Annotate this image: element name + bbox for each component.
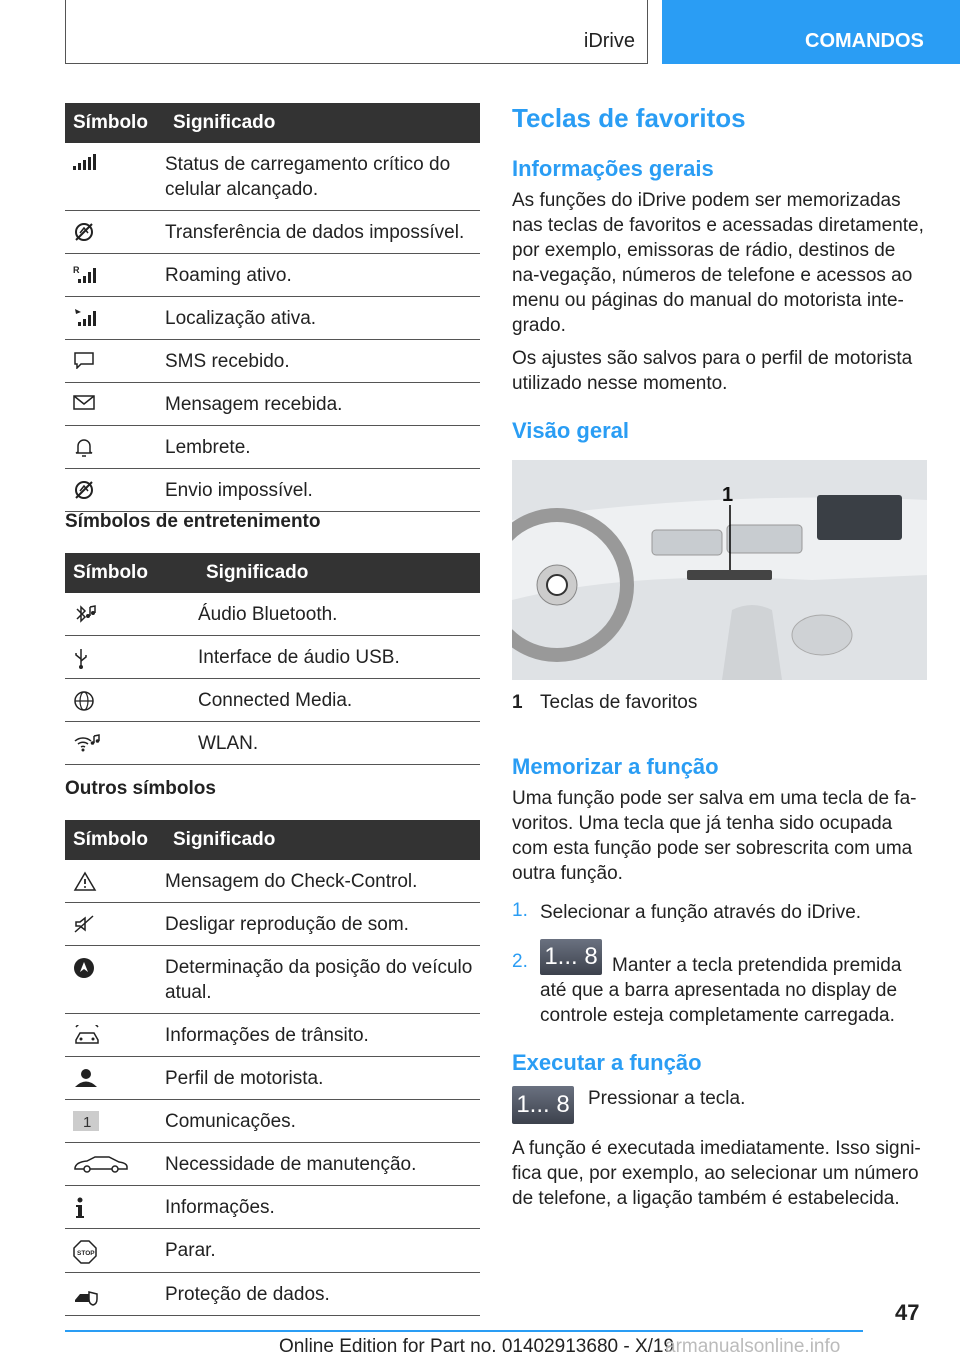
header-chapter-label: COMANDOS <box>805 30 924 52</box>
table-cell-meaning: Perfil de motorista. <box>165 1057 480 1100</box>
meaning-column-header: Significado <box>165 103 480 143</box>
table-cell-meaning: Lembrete. <box>165 426 480 469</box>
send-impossible-icon <box>73 480 95 500</box>
entertainment-symbols-table <box>65 553 480 765</box>
table-row <box>65 903 480 946</box>
table-cell-meaning: Parar. <box>165 1229 480 1273</box>
service-car-icon <box>73 1154 129 1174</box>
info-icon <box>73 1197 87 1219</box>
table-row <box>65 722 480 765</box>
footer-edition: Online Edition for Part no. 01402913680 - X/19 <box>279 1336 675 1357</box>
favorites-title: Teclas de favoritos <box>512 103 746 133</box>
memorize-heading: Memorizar a função <box>512 754 719 779</box>
driver-profile-icon <box>73 1068 99 1088</box>
table-row <box>65 946 480 1014</box>
header-chapter-tab <box>662 0 960 64</box>
table-row <box>65 860 480 903</box>
traffic-info-icon <box>73 1025 101 1045</box>
general-info-paragraph: As funções do iDrive podem ser memorizadas nas teclas de favoritos e acessadas diretamente, por exemplo, emissoras de rádio, destinos de na-vegação, números de telefone e acessos ao menu ou páginas do manual do motorista inte-grado. <box>512 190 924 336</box>
mute-icon <box>73 914 95 934</box>
table-cell-meaning: Status de carregamento crítico do celular alcançado. <box>165 143 480 211</box>
cockpit-illustration <box>512 460 927 680</box>
signal-critical-icon <box>73 154 99 170</box>
table-row <box>65 469 480 512</box>
table-row <box>65 426 480 469</box>
table-cell-meaning: Roaming ativo. <box>165 254 480 297</box>
svg-text:STOP: STOP <box>77 1250 95 1257</box>
table-cell-meaning: Localização ativa. <box>165 297 480 340</box>
table-cell-meaning: Áudio Bluetooth. <box>198 593 480 636</box>
header-section-label: iDrive <box>583 30 635 52</box>
table-row <box>65 593 480 636</box>
location-active-icon <box>73 308 99 326</box>
general-info-heading: Informações gerais <box>512 156 714 181</box>
table-cell-meaning: Connected Media. <box>198 679 480 722</box>
profile-paragraph: Os ajustes são salvos para o perfil de motorista utilizado nesse momento. <box>512 348 913 394</box>
table-cell-meaning: Mensagem do Check-Control. <box>165 860 480 903</box>
table-row <box>65 1100 480 1143</box>
table-cell-meaning: Necessidade de manutenção. <box>165 1143 480 1186</box>
data-transfer-impossible-icon <box>73 222 95 242</box>
step-number: 1. <box>512 900 528 921</box>
image-callout-number: 1 <box>722 484 734 506</box>
symbol-column-header: Símbolo <box>65 103 165 143</box>
table-row <box>65 254 480 297</box>
favorites-section <box>512 103 927 1211</box>
table-row <box>65 1273 480 1316</box>
table-cell-meaning: WLAN. <box>198 722 480 765</box>
table-row <box>65 636 480 679</box>
meaning-column-header: Significado <box>165 820 480 860</box>
other-symbols-table <box>65 820 480 1316</box>
warning-triangle-icon <box>73 871 97 891</box>
execute-heading: Executar a função <box>512 1050 702 1075</box>
legend-number: 1 <box>512 692 523 713</box>
table-cell-meaning: Mensagem recebida. <box>165 383 480 426</box>
table-header-row <box>65 820 480 860</box>
legend-text: Teclas de favoritos <box>540 692 698 713</box>
table-row <box>65 340 480 383</box>
table-cell-meaning: Determinação da posição do veículo atual. <box>165 946 480 1014</box>
table-row <box>65 211 480 254</box>
page-number: 47 <box>895 1300 920 1325</box>
execute-row <box>512 1086 927 1124</box>
bluetooth-audio-icon <box>73 604 99 624</box>
usb-icon <box>73 647 89 669</box>
footer-divider <box>65 1330 863 1332</box>
table-row <box>65 1057 480 1100</box>
entertainment-symbols-heading: Símbolos de entretenimento <box>65 511 321 532</box>
communications-icon <box>73 1111 99 1131</box>
step-number: 2. <box>512 951 528 972</box>
step-1 <box>512 900 927 925</box>
table-cell-meaning: Transferência de dados impossível. <box>165 211 480 254</box>
step-text: Selecionar a função através do iDrive. <box>540 902 862 923</box>
envelope-icon <box>73 394 95 410</box>
table-row <box>65 297 480 340</box>
overview-heading: Visão geral <box>512 418 629 443</box>
image-legend <box>512 692 927 714</box>
cockpit-image <box>512 460 927 680</box>
header-section-box <box>65 0 648 64</box>
table-header-row <box>65 553 480 593</box>
bell-icon <box>73 437 95 457</box>
watermark-text: armanualsonline.info <box>665 1336 841 1357</box>
wlan-icon <box>73 733 101 753</box>
stop-icon <box>73 1240 97 1264</box>
other-symbols-heading: Outros símbolos <box>65 778 216 799</box>
connected-media-icon <box>73 690 95 712</box>
table-row <box>65 679 480 722</box>
step-2 <box>512 939 927 1028</box>
roaming-icon <box>73 265 99 283</box>
table-row <box>65 143 480 211</box>
table-header-row <box>65 103 480 143</box>
symbol-column-header: Símbolo <box>65 553 198 593</box>
status-symbols-table <box>65 103 480 512</box>
table-cell-meaning: Envio impossível. <box>165 469 480 512</box>
vehicle-position-icon <box>73 957 95 979</box>
favorite-key-button-image: 1... 8 <box>512 1086 574 1124</box>
sms-icon <box>73 351 95 369</box>
execute-instruction: Pressionar a tecla. <box>588 1088 746 1109</box>
table-row <box>65 1014 480 1057</box>
data-protection-icon <box>73 1284 99 1306</box>
table-row <box>65 1229 480 1273</box>
table-row <box>65 1143 480 1186</box>
symbol-column-header: Símbolo <box>65 820 165 860</box>
execute-paragraph: A função é executada imediatamente. Isso signi-fica que, por exemplo, ao selecionar um número de telefone, a ligação também é estabelecida. <box>512 1138 921 1209</box>
table-cell-meaning: SMS recebido. <box>165 340 480 383</box>
favorite-key-button-image: 1... 8 <box>540 939 602 975</box>
table-cell-meaning: Informações de trânsito. <box>165 1014 480 1057</box>
table-cell-meaning: Comunicações. <box>165 1100 480 1143</box>
svg-text:1: 1 <box>83 1114 92 1131</box>
table-cell-meaning: Informações. <box>165 1186 480 1229</box>
step-text: Manter a tecla pretendida premida até que a barra apresentada no display de controle esteja completamente carregada. <box>540 955 902 1026</box>
table-row <box>65 1186 480 1229</box>
table-cell-meaning: Interface de áudio USB. <box>198 636 480 679</box>
table-cell-meaning: Desligar reprodução de som. <box>165 903 480 946</box>
table-row <box>65 383 480 426</box>
svg-text:R: R <box>73 265 80 275</box>
meaning-column-header: Significado <box>198 553 480 593</box>
memorize-paragraph: Uma função pode ser salva em uma tecla de fa-voritos. Uma tecla que já tenha sido ocupada com esta função pode ser sobrescrita com uma outra função. <box>512 788 917 884</box>
table-cell-meaning: Proteção de dados. <box>165 1273 480 1316</box>
